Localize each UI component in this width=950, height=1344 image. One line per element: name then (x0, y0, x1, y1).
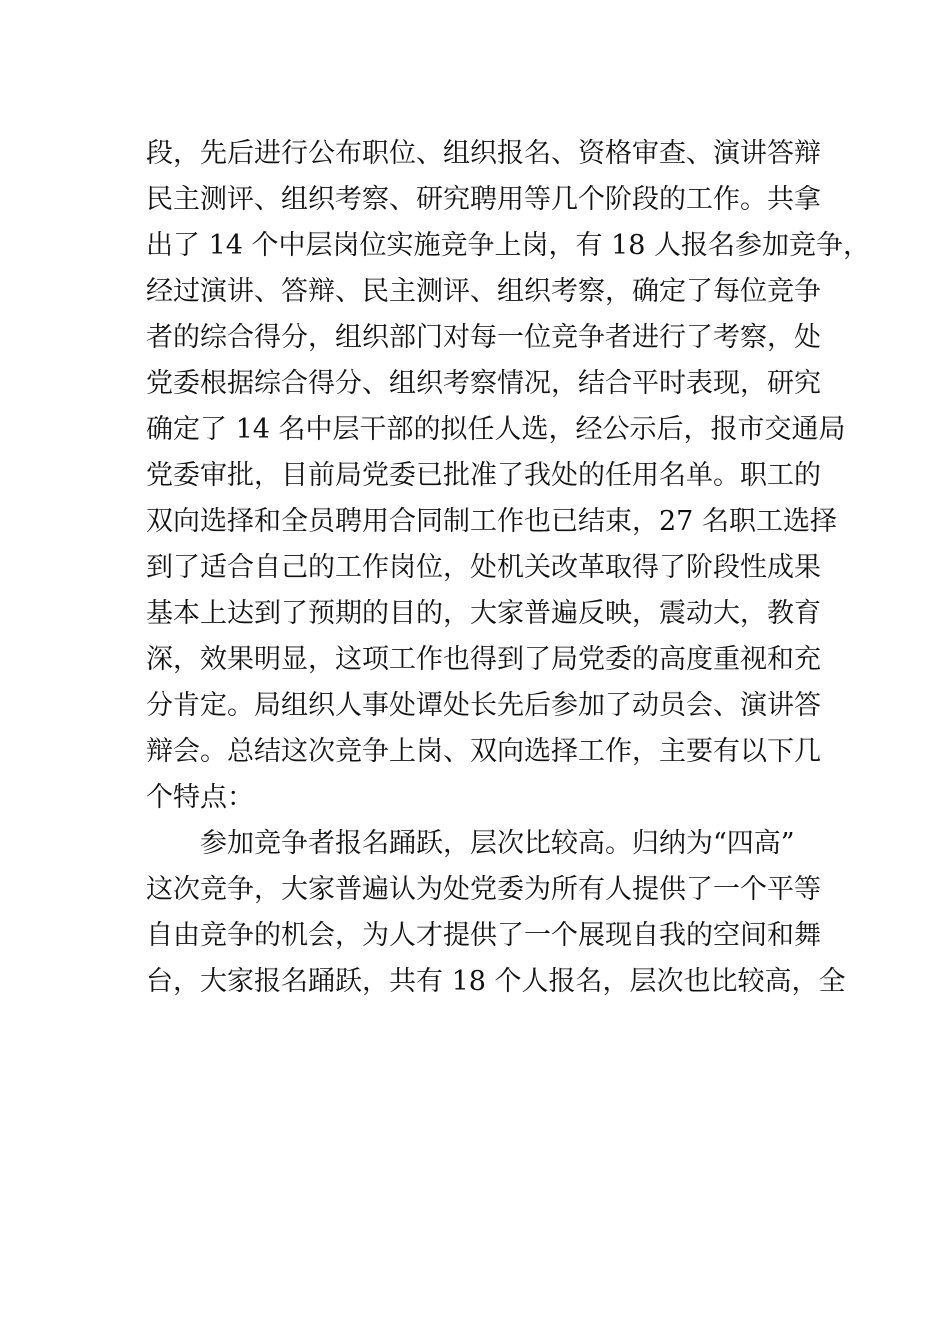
text-line: 分肯定。局组织人事处谭处长先后参加了动员会、演讲答 (146, 690, 821, 721)
text-line: 党委根据综合得分、组织考察情况，结合平时表现，研究 (146, 368, 821, 399)
paragraph-first-line: 参加竞争者报名踊跃，层次比较高。归纳为“四高” (200, 828, 795, 859)
body-text (146, 131, 871, 1005)
text-line: 党委审批，目前局党委已批准了我处的任用名单。职工的 (146, 460, 821, 491)
text-line: 确定了 14 名中层干部的拟任人选，经公示后，报市交通局 (146, 414, 846, 445)
text-line: 台，大家报名踊跃，共有 18 个人报名，层次也比较高，全 (146, 966, 846, 997)
text-line: 出了 14 个中层岗位实施竞争上岗，有 18 人报名参加竞争， (146, 230, 871, 261)
text-line: 到了适合自己的工作岗位，处机关改革取得了阶段性成果 (146, 552, 821, 583)
text-line: 经过演讲、答辩、民主测评、组织考察，确定了每位竞争 (146, 276, 821, 307)
text-line: 基本上达到了预期的目的，大家普遍反映，震动大，教育 (146, 598, 821, 629)
text-line: 自由竞争的机会，为人才提供了一个展现自我的空间和舞 (146, 920, 821, 951)
text-line: 个特点： (146, 782, 254, 813)
text-line: 段，先后进行公布职位、组织报名、资格审查、演讲答辩 (146, 138, 821, 169)
text-line: 双向选择和全员聘用合同制工作也已结束，27 名职工选择 (146, 506, 837, 537)
text-line: 民主测评、组织考察、研究聘用等几个阶段的工作。共拿 (146, 184, 821, 215)
text-line: 者的综合得分，组织部门对每一位竞争者进行了考察，处 (146, 322, 821, 353)
text-line: 辩会。总结这次竞争上岗、双向选择工作，主要有以下几 (146, 736, 821, 767)
text-line: 深，效果明显，这项工作也得到了局党委的高度重视和充 (146, 644, 821, 675)
text-line: 这次竞争，大家普遍认为处党委为所有人提供了一个平等 (146, 874, 821, 905)
